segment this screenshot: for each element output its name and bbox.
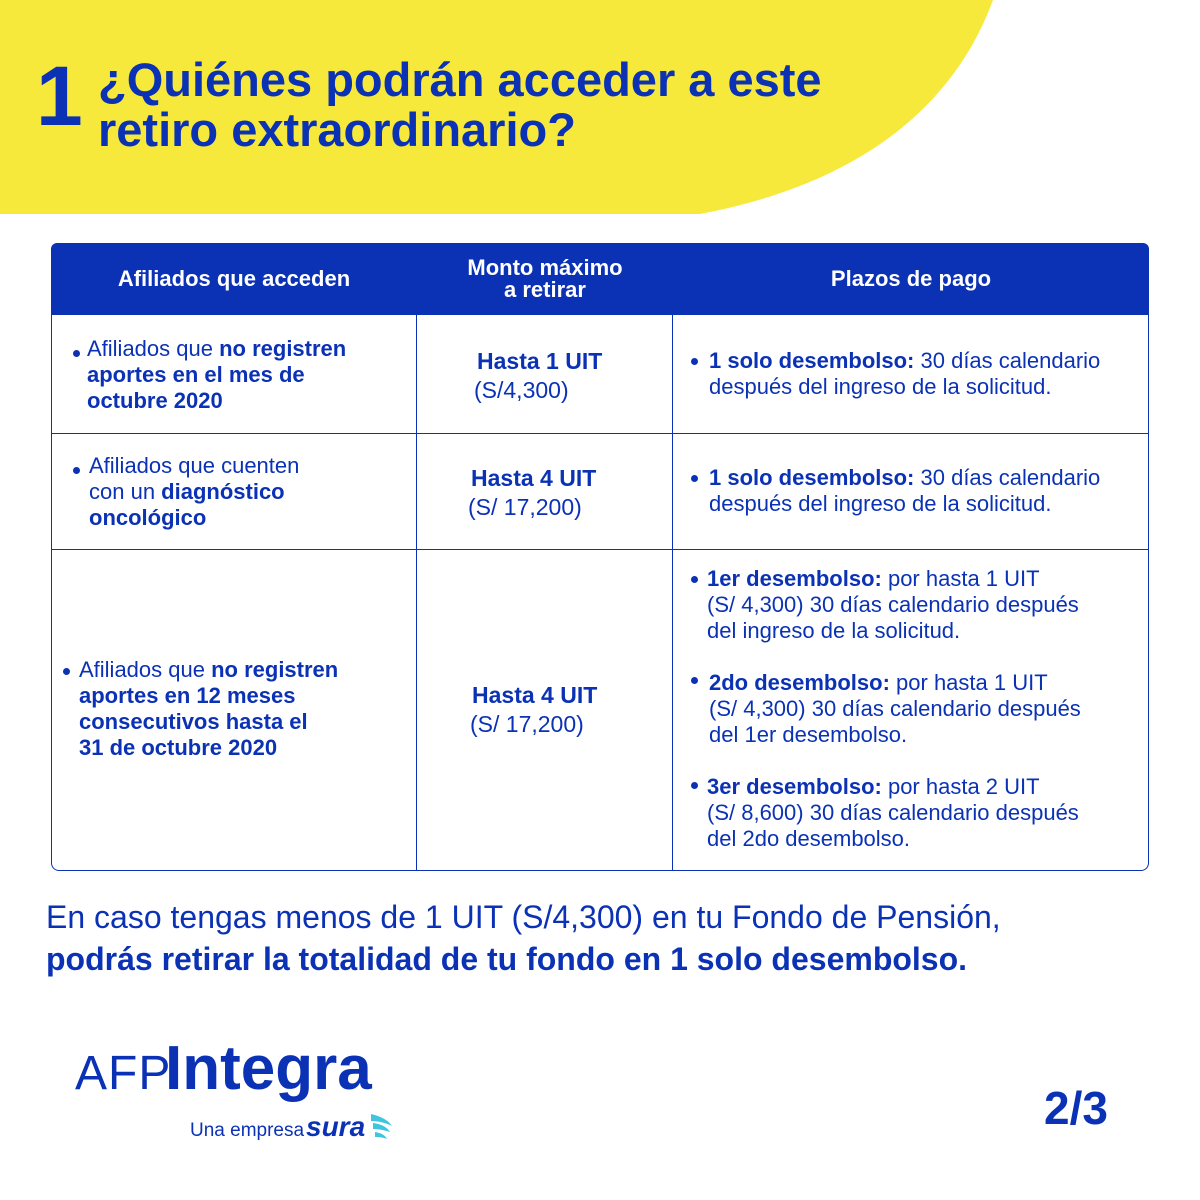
bullet-icon	[63, 668, 70, 675]
footnote	[46, 896, 1166, 980]
payment-cell: 1 solo desembolso: 30 días calendario después del ingreso de la solicitud.	[709, 348, 1101, 399]
logo-tagline: Una empresa	[190, 1120, 305, 1141]
amount-value: (S/ 17,200)	[470, 711, 584, 737]
bullet-icon	[691, 677, 698, 684]
logo-integra-text: Integra	[165, 1034, 372, 1103]
step-number: 1	[36, 49, 83, 143]
amount-value: (S/4,300)	[474, 377, 569, 403]
title-line-1: ¿Quiénes podrán acceder a este	[98, 53, 822, 106]
logo-sura-text: sura	[306, 1111, 366, 1142]
bullet-icon	[691, 782, 698, 789]
row-divider	[51, 433, 1149, 434]
payment-item: 3er desembolso: por hasta 2 UIT (S/ 8,600) 30 días calendario después del 2do desembolso.	[707, 774, 1079, 851]
amount-label: Hasta 4 UIT	[472, 682, 598, 708]
table-header	[51, 243, 1149, 315]
column-divider	[672, 315, 673, 870]
header-affiliates: Afiliados que acceden	[117, 266, 351, 291]
logo-afp-text: AFP	[75, 1047, 172, 1100]
header-amount	[417, 243, 673, 315]
affiliates-cell: Afiliados que no registren aportes en el mes de octubre 2020	[87, 336, 347, 413]
column-divider	[416, 315, 417, 870]
footnote-line-1: En caso tengas menos de 1 UIT (S/4,300) en tu Fondo de Pensión,	[46, 899, 1001, 935]
payment-item: 2do desembolso: por hasta 1 UIT (S/ 4,300) 30 días calendario después del 1er desembolso.	[709, 670, 1081, 747]
footnote-line-2: podrás retirar la totalidad de tu fondo en 1 solo desembolso.	[46, 941, 968, 977]
row-divider	[51, 549, 1149, 550]
payment-item: 1er desembolso: por hasta 1 UIT (S/ 4,300) 30 días calendario después del ingreso de la solicitud.	[707, 566, 1079, 643]
bullet-icon	[691, 576, 698, 583]
bullet-icon	[691, 475, 698, 482]
title-line-2: retiro extraordinario?	[98, 103, 576, 156]
header-amount-line1: Monto máximo	[467, 255, 623, 280]
header-payments: Plazos de pago	[830, 266, 992, 291]
page-indicator: 2/3	[1044, 1082, 1108, 1134]
amount-value: (S/ 17,200)	[468, 494, 582, 520]
amount-label: Hasta 1 UIT	[477, 348, 603, 374]
bullet-icon	[73, 350, 80, 357]
header-amount-line2: a retirar	[504, 277, 586, 302]
affiliates-cell: Afiliados que cuenten con un diagnóstico oncológico	[89, 453, 300, 530]
bullet-icon	[73, 467, 80, 474]
payment-cell: 1 solo desembolso: 30 días calendario después del ingreso de la solicitud.	[709, 465, 1101, 516]
sura-wings-icon	[368, 1110, 394, 1142]
affiliates-cell: Afiliados que no registren aportes en 12 meses consecutivos hasta el 31 de octubre 2020	[79, 657, 339, 760]
eligibility-table	[51, 243, 1149, 871]
page-title	[98, 55, 948, 155]
amount-label: Hasta 4 UIT	[471, 465, 597, 491]
bullet-icon	[691, 358, 698, 365]
